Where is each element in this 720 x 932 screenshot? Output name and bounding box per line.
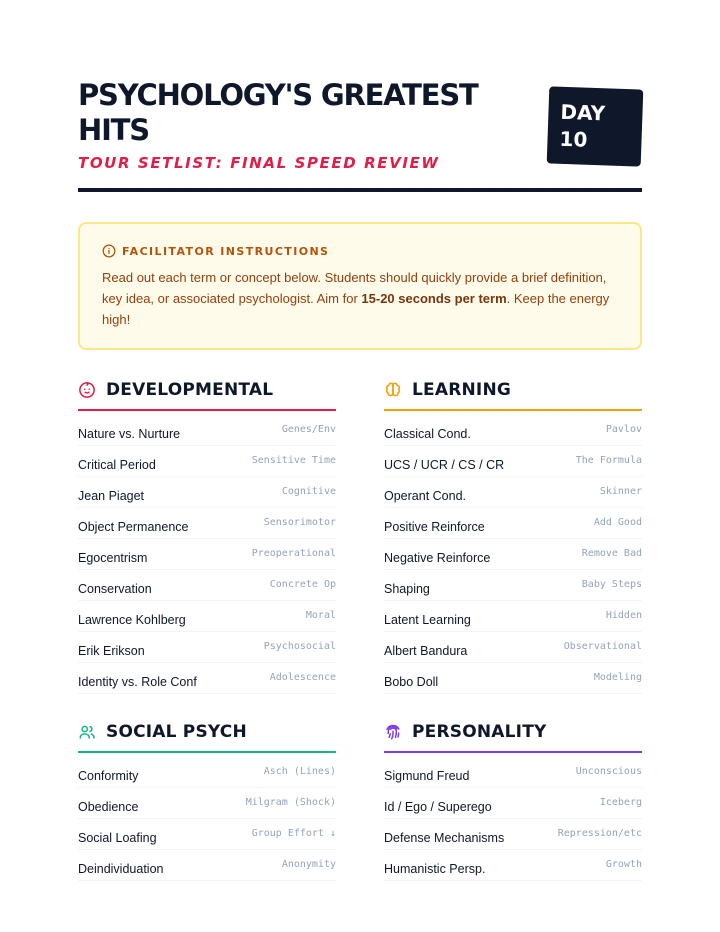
page-subtitle: TOUR SETLIST: FINAL SPEED REVIEW	[78, 154, 440, 172]
list-item	[78, 757, 336, 788]
list-item	[384, 757, 642, 788]
fingerprint-icon	[384, 723, 402, 741]
list-item	[384, 663, 642, 694]
section-header	[78, 380, 336, 411]
term: Object Permanence	[78, 520, 189, 534]
term: UCS / UCR / CS / CR	[384, 458, 505, 472]
section-header	[78, 722, 336, 753]
header	[78, 78, 642, 188]
term: Latent Learning	[384, 613, 471, 627]
list-item	[384, 819, 642, 850]
hint: The Formula	[575, 454, 642, 466]
list-item	[78, 850, 336, 881]
sections-grid	[78, 380, 642, 881]
section-header	[384, 380, 642, 411]
term: Bobo Doll	[384, 675, 439, 689]
term: Erik Erikson	[78, 644, 145, 658]
hint: Adolescence	[269, 671, 336, 683]
term: Humanistic Persp.	[384, 862, 486, 876]
brain-icon	[384, 381, 402, 399]
list-item	[384, 539, 642, 570]
hint: Skinner	[599, 485, 642, 497]
list-item	[78, 446, 336, 477]
instructions-emphasis: 15-20 seconds per term	[361, 291, 507, 306]
hint: Preoperational	[251, 547, 336, 559]
hint: Growth	[605, 858, 642, 870]
list-item	[78, 632, 336, 663]
term: Operant Cond.	[384, 489, 466, 503]
hint: Asch (Lines)	[263, 765, 336, 777]
hint: Concrete Op	[269, 578, 336, 590]
worksheet-page	[78, 78, 642, 881]
term: Id / Ego / Superego	[384, 800, 492, 814]
section-developmental	[78, 380, 336, 694]
hint: Anonymity	[281, 858, 336, 870]
list-item	[78, 601, 336, 632]
baby-face-icon	[78, 381, 96, 399]
section-title: PERSONALITY	[412, 722, 547, 742]
list-item	[384, 788, 642, 819]
term: Conformity	[78, 769, 139, 783]
term: Obedience	[78, 800, 139, 814]
hint: Remove Bad	[581, 547, 642, 559]
header-divider	[78, 188, 642, 192]
term: Conservation	[78, 582, 152, 596]
term: Classical Cond.	[384, 427, 471, 441]
hint: Observational	[563, 640, 642, 652]
list-item	[78, 788, 336, 819]
term: Egocentrism	[78, 551, 148, 565]
list-item	[78, 663, 336, 694]
list-item	[384, 850, 642, 881]
hint: Modeling	[593, 671, 642, 683]
term: Shaping	[384, 582, 430, 596]
term: Defense Mechanisms	[384, 831, 505, 845]
list-item	[78, 570, 336, 601]
instructions-heading: FACILITATOR INSTRUCTIONS	[122, 244, 330, 258]
hint: Add Good	[593, 516, 642, 528]
section-title: SOCIAL PSYCH	[106, 722, 247, 742]
hint: Unconscious	[575, 765, 642, 777]
hint: Milgram (Shock)	[245, 796, 336, 808]
section-social	[78, 722, 336, 881]
list-item	[384, 508, 642, 539]
hint: Group Effort ↓	[251, 827, 336, 839]
hint: Repression/etc	[557, 827, 642, 839]
term: Critical Period	[78, 458, 156, 472]
list-item	[78, 415, 336, 446]
term: Sigmund Freud	[384, 769, 470, 783]
hint: Pavlov	[605, 423, 642, 435]
hint: Sensorimotor	[263, 516, 336, 528]
hint: Moral	[305, 609, 336, 621]
users-icon	[78, 723, 96, 741]
term: Social Loafing	[78, 831, 157, 845]
list-item	[78, 477, 336, 508]
section-learning	[384, 380, 642, 694]
list-item	[78, 539, 336, 570]
term: Deindividuation	[78, 862, 164, 876]
page-title: PSYCHOLOGY'S GREATEST HITS	[78, 78, 478, 147]
hint: Iceberg	[599, 796, 642, 808]
hint: Sensitive Time	[251, 454, 336, 466]
info-icon	[102, 244, 116, 258]
list-item	[384, 601, 642, 632]
day-number: 10	[559, 126, 588, 152]
day-badge	[547, 86, 644, 166]
term: Lawrence Kohlberg	[78, 613, 186, 627]
list-item	[384, 477, 642, 508]
hint: Psychosocial	[263, 640, 336, 652]
section-header	[384, 722, 642, 753]
term: Positive Reinforce	[384, 520, 485, 534]
list-item	[384, 632, 642, 663]
term: Nature vs. Nurture	[78, 427, 181, 441]
hint: Hidden	[605, 609, 642, 621]
hint: Cognitive	[281, 485, 336, 497]
term: Albert Bandura	[384, 644, 468, 658]
section-personality	[384, 722, 642, 881]
day-label: DAY	[560, 99, 606, 126]
list-item	[384, 415, 642, 446]
hint: Genes/Env	[281, 423, 336, 435]
term: Identity vs. Role Conf	[78, 675, 197, 689]
section-title: LEARNING	[412, 380, 512, 400]
facilitator-instructions	[78, 222, 642, 350]
list-item	[78, 508, 336, 539]
instructions-text: Read out each term or concept below. Students should quickly provide a brief definition, key idea, or associated psychologist. Aim for 15-20 seconds per term. Keep the energy high!	[102, 270, 610, 327]
list-item	[78, 819, 336, 850]
list-item	[384, 570, 642, 601]
list-item	[384, 446, 642, 477]
term: Negative Reinforce	[384, 551, 491, 565]
term: Jean Piaget	[78, 489, 145, 503]
section-title: DEVELOPMENTAL	[106, 380, 274, 400]
hint: Baby Steps	[581, 578, 642, 590]
